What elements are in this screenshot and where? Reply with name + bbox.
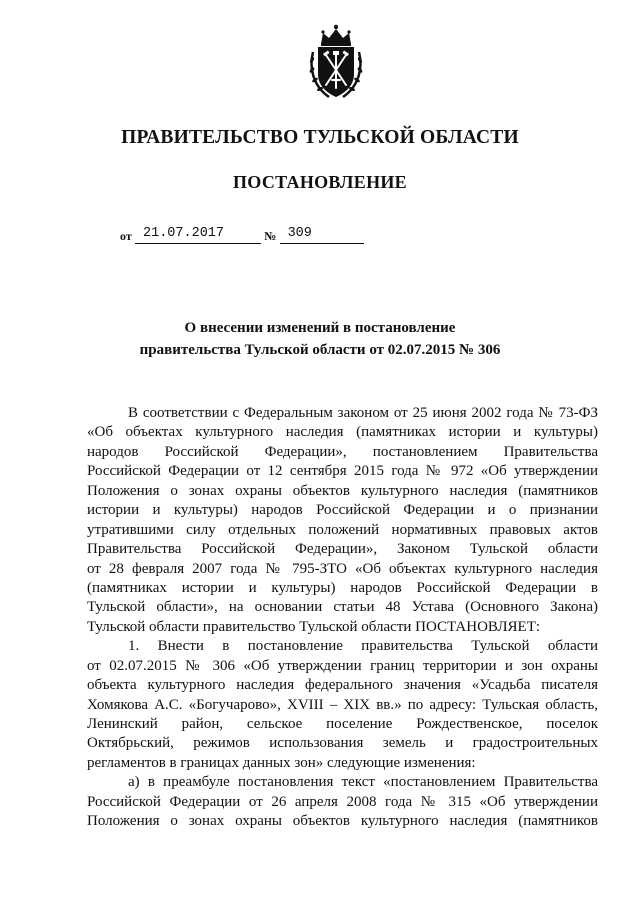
body-line: от 28 февраля 2007 года № 795-ЗТО «Об объектах культурного наследия [87, 560, 598, 577]
body-line: утратившими силу отдельных положений нормативных правовых актов [87, 521, 598, 538]
document-subject [0, 317, 640, 361]
document-number: 309 [280, 226, 364, 244]
body-line: народов Российской Федерации», постановлением Правительства [87, 443, 598, 460]
date-prefix: от [120, 229, 132, 243]
document-type: ПОСТАНОВЛЕНИЕ [233, 172, 407, 192]
body-line: 1. Внести в постановление правительства Тульской области [128, 638, 598, 655]
subject-line: О внесении изменений в постановление [184, 320, 456, 336]
body-line: Хомякова А.С. «Богучарово», XVIII – XIX вв.» по адресу: Тульская область, [87, 696, 598, 713]
body-line: «Об объектах культурного наследия (памятниках истории и культуры) [87, 424, 598, 441]
body-line: от 02.07.2015 № 306 «Об утверждении границ территории и зон охраны [87, 657, 598, 674]
government-title: ПРАВИТЕЛЬСТВО ТУЛЬСКОЙ ОБЛАСТИ [121, 127, 519, 148]
body-line: Тульской области», на основании статьи 48 Устава (Основного Закона) [87, 599, 598, 616]
body-line: объекта культурного наследия федерального значения «Усадьба писателя [87, 677, 598, 694]
body-line: Октябрьский, режимов использования земель и градостроительных [87, 735, 598, 752]
subject-line: правительства Тульской области от 02.07.2015 № 306 [139, 342, 501, 358]
tula-region-coat-of-arms-icon [303, 22, 369, 102]
body-line: Положения о зонах охраны объектов культурного наследия (памятников [87, 813, 598, 830]
body-line: Положения о зонах охраны объектов культурного наследия (памятников [87, 482, 598, 499]
number-prefix: № [264, 229, 277, 243]
body-line: Тульской области правительство Тульской области ПОСТАНОВЛЯЕТ: [87, 618, 541, 635]
body-line: Российской Федерации от 26 апреля 2008 года № 315 «Об утверждении [87, 793, 598, 810]
body-line: Правительства Российской Федерации», Законом Тульской области [87, 541, 598, 558]
body-line: а) в преамбуле постановления текст «постановлением Правительства [128, 774, 598, 791]
body-line: Российской Федерации от 12 сентября 2015 года № 972 «Об утверждении [87, 463, 598, 480]
document-body [87, 404, 598, 832]
document-meta [120, 226, 364, 244]
body-line: истории и культуры) народов Российской Федерации и о признании [87, 502, 598, 519]
body-line: (памятниках истории и культуры) народов Российской Федерации в [87, 579, 598, 596]
body-line: Ленинский район, сельское поселение Рождественское, поселок [87, 716, 598, 732]
body-line: регламентов в границах данных зон» следующие изменения: [87, 754, 476, 771]
document-date: 21.07.2017 [135, 226, 261, 244]
body-line: В соответствии с Федеральным законом от 25 июня 2002 года № 73-ФЗ [128, 405, 598, 421]
